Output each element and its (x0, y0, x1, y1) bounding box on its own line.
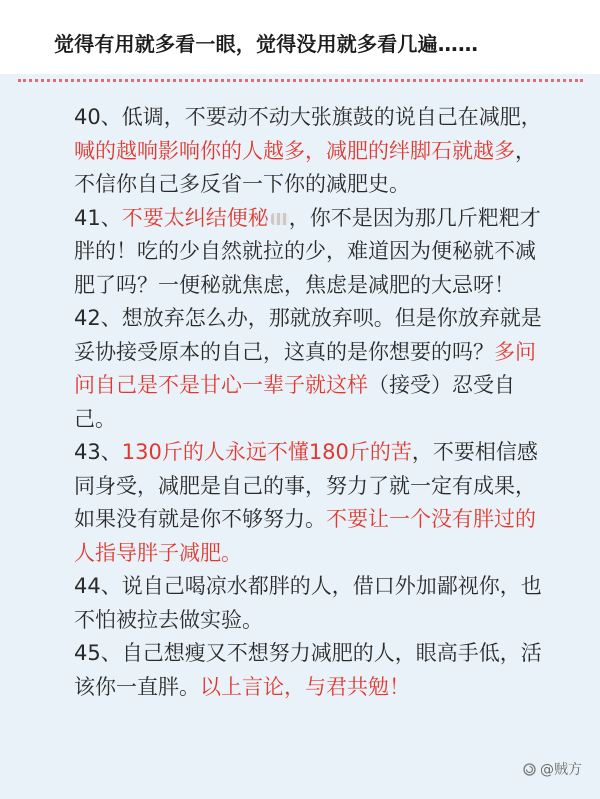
tip-item-40 (74, 101, 542, 202)
tip-segment: 40、低调，不要动不动大张旗鼓的说自己在减肥， (74, 105, 542, 129)
dotted-divider (18, 79, 583, 82)
tip-item-42 (74, 302, 542, 436)
tip-segment: （接受）忍受自己。 (74, 373, 515, 431)
tip-segment: 43、 (74, 440, 122, 464)
spiral-logo-icon (523, 763, 536, 776)
tip-segment: ，不信你自己多反省一下你的减肥史。 (74, 138, 536, 196)
tip-highlight: 不要让一个没有胖过的人指导胖子减肥。 (74, 507, 536, 565)
tips-list (74, 101, 542, 704)
tip-item-41 (74, 202, 542, 303)
tip-segment: 44、说自己喝凉水都胖的人，借口外加鄙视你，也不怕被拉去做实验。 (74, 574, 542, 632)
tip-item-44 (74, 570, 542, 637)
tip-segment: 42、想放弃怎么办，那就放弃呗。但是你放弃就是妥协接受原本的自己，这真的是你想要的吗？ (74, 306, 542, 364)
tip-highlight: 不要太纠结便秘 (121, 205, 269, 230)
tip-highlight: 多问问自己是不是甘心一辈子就这样 (74, 339, 536, 397)
tip-item-43 (74, 436, 542, 570)
tip-item-45 (74, 637, 542, 704)
tip-segment: ，不要相信感同身受，减肥是自己的事，努力了就一定有成果，如果没有就是你不够努力。 (74, 440, 538, 531)
watermark-text: @贼方 (540, 762, 582, 778)
page-title: 觉得有用就多看一眼，觉得没用就多看几遍…… (54, 32, 479, 56)
tip-highlight: 喊的越响影响你的人越多，减肥的绊脚石就越多 (74, 138, 515, 163)
tip-highlight: 以上言论，与君共勉！ (200, 674, 410, 699)
watermark (523, 759, 582, 779)
tip-segment: 45、自己想瘦又不想努力减肥的人，眼高手低，活该你一直胖。 (74, 641, 542, 699)
tip-segment: 41、 (74, 205, 122, 230)
tip-segment: ，你不是因为那几斤粑粑才胖的！吃的少自然就拉的少，难道因为便秘就不减肥了吗？一便秘就焦虑，焦虑是减肥的大忌呀！ (74, 205, 541, 297)
tip-highlight: 130斤的人永远不懂180斤的苦 (121, 440, 412, 464)
header-bar (0, 0, 600, 74)
blur-overlay (271, 213, 289, 225)
